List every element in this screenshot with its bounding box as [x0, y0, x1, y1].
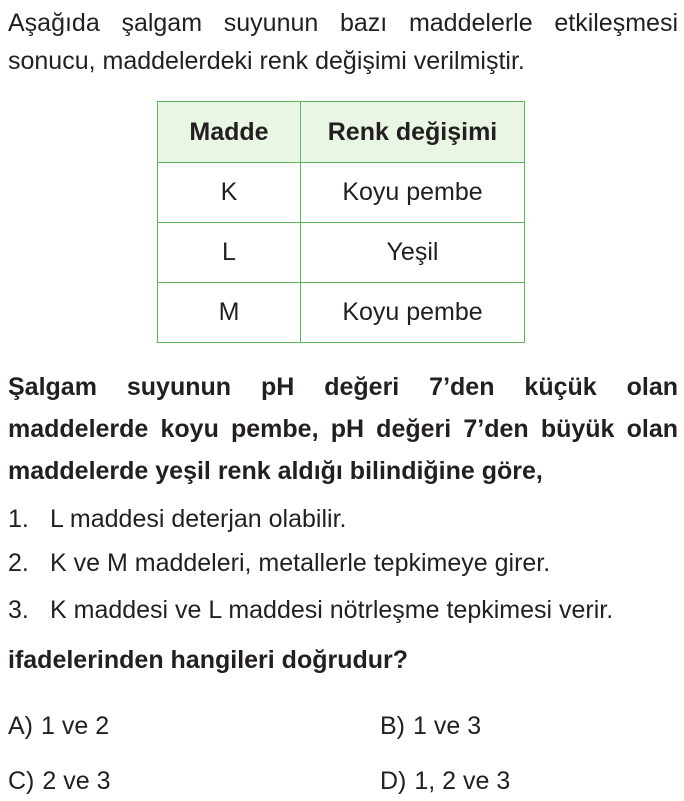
cell-color: Yeşil — [301, 223, 525, 283]
color-change-table — [157, 101, 525, 343]
table-header-row — [158, 102, 525, 163]
cell-color: Koyu pembe — [301, 163, 525, 223]
cell-substance: L — [158, 223, 301, 283]
table-row — [158, 223, 525, 283]
cell-color: Koyu pembe — [301, 283, 525, 343]
statement-3 — [8, 595, 613, 625]
statement-text: L maddesi deterjan olabilir. — [50, 505, 347, 533]
statement-1 — [8, 504, 346, 534]
statement-number: 2. — [8, 549, 29, 577]
table-row — [158, 283, 525, 343]
option-d[interactable] — [380, 766, 510, 796]
question-prompt: ifadelerinden hangileri doğrudur? — [8, 646, 409, 674]
statement-2 — [8, 548, 550, 578]
statement-text: K ve M maddeleri, metallerle tepkimeye girer. — [50, 549, 551, 577]
option-a[interactable] — [8, 711, 109, 741]
option-c[interactable] — [8, 766, 111, 796]
statement-number: 3. — [8, 596, 29, 624]
header-substance: Madde — [158, 102, 301, 163]
option-b[interactable] — [380, 711, 481, 741]
option-text: 1 ve 3 — [413, 712, 482, 740]
option-letter: B) — [380, 712, 405, 740]
option-letter: A) — [8, 712, 33, 740]
option-letter: C) — [8, 767, 35, 795]
statement-number: 1. — [8, 505, 29, 533]
header-color-change: Renk değişimi — [301, 102, 525, 163]
table-row — [158, 163, 525, 223]
question-stem: Şalgam suyunun pH değeri 7’den küçük olan maddelerde koyu pembe, pH değeri 7’den büyük olan maddelerde yeşil renk aldığı bilindiğine göre, — [8, 373, 678, 485]
option-text: 2 ve 3 — [42, 767, 111, 795]
option-letter: D) — [380, 767, 407, 795]
statement-text: K maddesi ve L maddesi nötrleşme tepkimesi verir. — [50, 596, 614, 624]
cell-substance: M — [158, 283, 301, 343]
cell-substance: K — [158, 163, 301, 223]
intro-text: Aşağıda şalgam suyunun bazı maddelerle etkileşmesi sonucu, maddelerdeki renk değişimi verilmiştir. — [8, 9, 678, 75]
option-text: 1 ve 2 — [41, 712, 110, 740]
option-text: 1, 2 ve 3 — [414, 767, 511, 795]
